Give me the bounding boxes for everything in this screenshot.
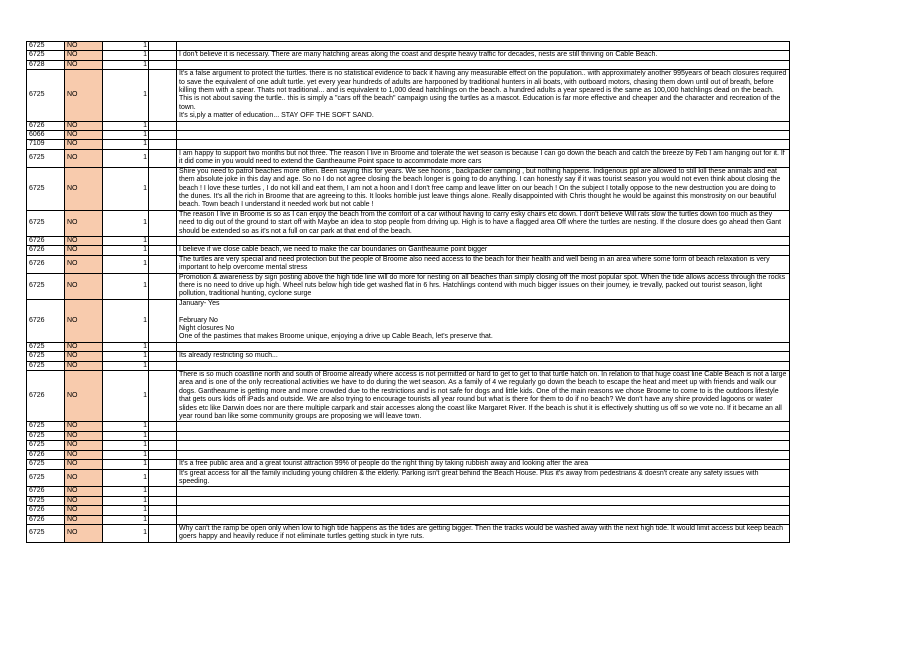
postcode-cell[interactable]: 6726	[27, 255, 65, 273]
count-cell[interactable]: 1	[103, 371, 149, 422]
table-row	[27, 450, 790, 459]
empty-cell[interactable]	[149, 149, 177, 167]
count-cell[interactable]: 1	[103, 42, 149, 51]
empty-cell[interactable]	[149, 342, 177, 351]
postcode-cell[interactable]: 6725	[27, 460, 65, 469]
comment-cell[interactable]: January- Yes February No Night closures No One of the pastimes that makes Broome unique, enjoying a drive up Cable Beach, let's preserve that.	[177, 299, 790, 342]
table-row	[27, 371, 790, 422]
postcode-cell[interactable]: 6725	[27, 496, 65, 505]
postcode-cell[interactable]: 6726	[27, 299, 65, 342]
comment-cell[interactable]: The turtles are very special and need protection but the people of Broome also need access to the beach for their health and well being in an area where some form of beach relaxation is very important to help overcome mental stress	[177, 255, 790, 273]
comment-cell[interactable]	[177, 506, 790, 515]
table-row	[27, 515, 790, 524]
table-row	[27, 236, 790, 245]
answer-cell[interactable]: NO	[65, 441, 103, 450]
answer-cell[interactable]: NO	[65, 431, 103, 440]
comment-cell[interactable]: Why can't the ramp be open only when low to high tide happens as the tides are getting bigger. Then the tracks would be washed away with the next high tide. It would limit access but keep beach goers happy and heavily reduce if not eliminate turtles getting stuck in tyre ruts.	[177, 524, 790, 542]
table-row	[27, 246, 790, 255]
empty-cell[interactable]	[149, 496, 177, 505]
table-row	[27, 487, 790, 496]
empty-cell[interactable]	[149, 167, 177, 210]
postcode-cell[interactable]: 6725	[27, 51, 65, 60]
table-row	[27, 255, 790, 273]
answer-cell[interactable]: NO	[65, 246, 103, 255]
postcode-cell[interactable]: 6725	[27, 149, 65, 167]
empty-cell[interactable]	[149, 487, 177, 496]
empty-cell[interactable]	[149, 60, 177, 69]
empty-cell[interactable]	[149, 236, 177, 245]
comment-cell[interactable]: The reason I live in Broome is so as I can enjoy the beach from the comfort of a car without having to carry esky chairs etc down. I don't believe Will rats slow the turtles down too much as they need to dig out of the ground to start off with Maybe an idea to stop people from driving up. High is to have a flagged area Off where the turtles are nesting. If the closure does go ahead then Gant should be extended so as it's not a full on car park at that end of the beach.	[177, 210, 790, 236]
answer-cell[interactable]: NO	[65, 524, 103, 542]
answer-cell[interactable]: NO	[65, 422, 103, 431]
comment-cell[interactable]	[177, 515, 790, 524]
count-cell[interactable]: 1	[103, 441, 149, 450]
comment-cell[interactable]	[177, 121, 790, 130]
count-cell[interactable]: 1	[103, 469, 149, 487]
comment-cell[interactable]: It's a false argument to protect the turtles. there is no statistical evidence to back it having any measurable effect on the population.. with approximately another 995years of beach closures required to save the equivalent of one adult turtle. yet every year hundreds of adults are harpooned by traditional hunters in ali boats, with outboard motors, chasing them down until out of breath, before killing them with a spear. Thats not traditional... and is equivalent to 1,000 dead hatchlings on the beach. a hundred adults a year speared is the same as 100,000 hatchlings dead on the beach. This is not about saving the turtle.. this is simply a "cars off the beach" campaign using the turtles as a mascot. Education is far more effective and cheaper and the character and recreation of the town. It's si,ply a matter of education... STAY OFF THE SOFT SAND.	[177, 70, 790, 121]
count-cell[interactable]: 1	[103, 487, 149, 496]
postcode-cell[interactable]: 6725	[27, 431, 65, 440]
postcode-cell[interactable]: 7109	[27, 140, 65, 149]
postcode-cell[interactable]: 6725	[27, 524, 65, 542]
answer-cell[interactable]: NO	[65, 273, 103, 299]
empty-cell[interactable]	[149, 51, 177, 60]
empty-cell[interactable]	[149, 210, 177, 236]
empty-cell[interactable]	[149, 299, 177, 342]
count-cell[interactable]: 1	[103, 51, 149, 60]
answer-cell[interactable]: NO	[65, 506, 103, 515]
count-cell[interactable]: 1	[103, 167, 149, 210]
table-body	[27, 42, 790, 543]
count-cell[interactable]: 1	[103, 450, 149, 459]
postcode-cell[interactable]: 6726	[27, 121, 65, 130]
comment-cell[interactable]	[177, 441, 790, 450]
comment-cell[interactable]	[177, 140, 790, 149]
answer-cell[interactable]: NO	[65, 140, 103, 149]
table-row	[27, 140, 790, 149]
table-row	[27, 131, 790, 140]
comment-cell[interactable]: It's great access for all the family including young children & the elderly. Parking isn't great behind the Beach House. Plus it's away from pedestrians & doesn't create any safety issues with speeding.	[177, 469, 790, 487]
count-cell[interactable]: 1	[103, 506, 149, 515]
empty-cell[interactable]	[149, 515, 177, 524]
count-cell[interactable]: 1	[103, 361, 149, 370]
table-row	[27, 273, 790, 299]
count-cell[interactable]: 1	[103, 496, 149, 505]
table-row	[27, 361, 790, 370]
postcode-cell[interactable]: 6726	[27, 450, 65, 459]
count-cell[interactable]: 1	[103, 299, 149, 342]
comment-cell[interactable]: I don't believe it is necessary. There are many hatching areas along the coast and despite heavy traffic for decades, nests are still thriving on Cable Beach.	[177, 51, 790, 60]
answer-cell[interactable]: NO	[65, 51, 103, 60]
answer-cell[interactable]: NO	[65, 450, 103, 459]
empty-cell[interactable]	[149, 422, 177, 431]
count-cell[interactable]: 1	[103, 246, 149, 255]
empty-cell[interactable]	[149, 524, 177, 542]
empty-cell[interactable]	[149, 246, 177, 255]
table-row	[27, 299, 790, 342]
postcode-cell[interactable]: 6725	[27, 273, 65, 299]
count-cell[interactable]: 1	[103, 422, 149, 431]
postcode-cell[interactable]: 6726	[27, 371, 65, 422]
table-row	[27, 431, 790, 440]
postcode-cell[interactable]: 6725	[27, 422, 65, 431]
empty-cell[interactable]	[149, 140, 177, 149]
postcode-cell[interactable]: 6726	[27, 515, 65, 524]
count-cell[interactable]: 1	[103, 515, 149, 524]
table-row	[27, 42, 790, 51]
count-cell[interactable]: 1	[103, 121, 149, 130]
postcode-cell[interactable]: 6725	[27, 352, 65, 361]
answer-cell[interactable]: NO	[65, 42, 103, 51]
table-row	[27, 352, 790, 361]
comment-cell[interactable]: Shire you need to patrol beaches more often. Been saying this for years. We see hoons , backpacker camping , but nothing happens. Indigenous ppl are allowed to still kill these animals and eat them absolute joke in this day and age. So no I do not agree closing the beach longer is going to do anything. I can honestly say if it was tourist season you would not even think about closing the beach ! I love these turtles , I do not kill and eat them, I am not a hoon and I don't free camp and leave litter on our beach ! On the subject I totally oppose to the new destruction you are doing to the dunes. It's all the rich in Broome that are agreeing to this. It looks horrible just leave things alone. Really disappointed with Chris thought he would be against this monstrosity on our beautiful beach. Town beach I understand it needed work but not cable !	[177, 167, 790, 210]
postcode-cell[interactable]: 6725	[27, 469, 65, 487]
table-row	[27, 167, 790, 210]
postcode-cell[interactable]: 6726	[27, 506, 65, 515]
comment-cell[interactable]	[177, 496, 790, 505]
answer-cell[interactable]: NO	[65, 371, 103, 422]
survey-response-table	[26, 41, 790, 543]
comment-cell[interactable]: Its already restricting so much...	[177, 352, 790, 361]
comment-cell[interactable]	[177, 131, 790, 140]
count-cell[interactable]: 1	[103, 210, 149, 236]
postcode-cell[interactable]: 6725	[27, 70, 65, 121]
comment-cell[interactable]	[177, 450, 790, 459]
table-row	[27, 506, 790, 515]
comment-cell[interactable]	[177, 361, 790, 370]
empty-cell[interactable]	[149, 70, 177, 121]
answer-cell[interactable]: NO	[65, 496, 103, 505]
count-cell[interactable]: 1	[103, 60, 149, 69]
comment-cell[interactable]	[177, 431, 790, 440]
count-cell[interactable]: 1	[103, 273, 149, 299]
empty-cell[interactable]	[149, 506, 177, 515]
comment-cell[interactable]: There is so much coastline north and south of Broome already where access is not permitted or hard to get to get to that turtle hatch on. In relation to that huge coast line Cable Beach is not a large area and is one of the only recreational activities we have to do during the wet season. As a family of 4 we regularly go down the beach to escape the heat and meet up with friends and walk our dogs. Gantheaume is getting more and more crowded due to the restrictions and is not safe for dogs and little kids. One of the main reasons we chose Broome to come to is the outdoors lifestyle that gets ours kids off iPads and outside. We are also trying to encourage tourists all year round but what is there for them to do if no beach? We don't have any shire provided lagoons or water slides etc like Darwin does nor are there multiple carpark and stair accesses along the coast like Margaret River. If the beach is shut it is effectively shutting us off so we vote no. If it became an all year round ban like some community groups are proposing we will leave town.	[177, 371, 790, 422]
answer-cell[interactable]: NO	[65, 299, 103, 342]
answer-cell[interactable]: NO	[65, 469, 103, 487]
empty-cell[interactable]	[149, 450, 177, 459]
empty-cell[interactable]	[149, 469, 177, 487]
count-cell[interactable]: 1	[103, 255, 149, 273]
postcode-cell[interactable]: 6726	[27, 487, 65, 496]
comment-cell[interactable]	[177, 236, 790, 245]
comment-cell[interactable]: It's a free public area and a great tourist attraction 99% of people do the right thing by taking rubbish away and looking after the area	[177, 460, 790, 469]
answer-cell[interactable]: NO	[65, 460, 103, 469]
comment-cell[interactable]: I believe if we close cable beach, we need to make the car boundaries on Gantheaume point bigger	[177, 246, 790, 255]
table-row	[27, 469, 790, 487]
answer-cell[interactable]: NO	[65, 255, 103, 273]
answer-cell[interactable]: NO	[65, 121, 103, 130]
answer-cell[interactable]: NO	[65, 236, 103, 245]
empty-cell[interactable]	[149, 431, 177, 440]
count-cell[interactable]: 1	[103, 352, 149, 361]
table-row	[27, 422, 790, 431]
empty-cell[interactable]	[149, 273, 177, 299]
postcode-cell[interactable]: 6728	[27, 60, 65, 69]
empty-cell[interactable]	[149, 361, 177, 370]
table-row	[27, 60, 790, 69]
table-row	[27, 441, 790, 450]
table-row	[27, 460, 790, 469]
empty-cell[interactable]	[149, 255, 177, 273]
table-row	[27, 524, 790, 542]
postcode-cell[interactable]: 6726	[27, 246, 65, 255]
answer-cell[interactable]: NO	[65, 361, 103, 370]
answer-cell[interactable]: NO	[65, 131, 103, 140]
count-cell[interactable]: 1	[103, 149, 149, 167]
answer-cell[interactable]: NO	[65, 149, 103, 167]
answer-cell[interactable]: NO	[65, 487, 103, 496]
comment-cell[interactable]	[177, 42, 790, 51]
empty-cell[interactable]	[149, 441, 177, 450]
comment-cell[interactable]: I am happy to support two months but not three. The reason I live in Broome and tolerate the wet season is because I can go down the beach and catch the breeze by Feb I am hanging out for it. If it did come in you would need to extend the Gantheaume Point space to accommodate more cars	[177, 149, 790, 167]
count-cell[interactable]: 1	[103, 236, 149, 245]
table-row	[27, 342, 790, 351]
count-cell[interactable]: 1	[103, 431, 149, 440]
count-cell[interactable]: 1	[103, 140, 149, 149]
postcode-cell[interactable]: 6725	[27, 210, 65, 236]
answer-cell[interactable]: NO	[65, 352, 103, 361]
table-row	[27, 210, 790, 236]
postcode-cell[interactable]: 6726	[27, 236, 65, 245]
comment-cell[interactable]: Promotion & awareness by sign posting above the high tide line will do more for nesting on all beaches than simply closing off the most popular spot. When the tide allows access through the rocks there is no need to drive up high. Wheel ruts below high tide get washed flat in 6 hrs. Hatchlings contend with much bigger issues on their journey, ie trevally, packed out tourist season, light pollution, traditional hunting, cyclone surge	[177, 273, 790, 299]
answer-cell[interactable]: NO	[65, 515, 103, 524]
answer-cell[interactable]: NO	[65, 210, 103, 236]
table-row	[27, 121, 790, 130]
table-row	[27, 70, 790, 121]
table-row	[27, 149, 790, 167]
postcode-cell[interactable]: 6725	[27, 441, 65, 450]
table-row	[27, 496, 790, 505]
answer-cell[interactable]: NO	[65, 167, 103, 210]
empty-cell[interactable]	[149, 352, 177, 361]
table-row	[27, 51, 790, 60]
comment-cell[interactable]	[177, 60, 790, 69]
postcode-cell[interactable]: 6725	[27, 42, 65, 51]
postcode-cell[interactable]: 6066	[27, 131, 65, 140]
empty-cell[interactable]	[149, 131, 177, 140]
comment-cell[interactable]	[177, 342, 790, 351]
count-cell[interactable]: 1	[103, 342, 149, 351]
answer-cell[interactable]: NO	[65, 342, 103, 351]
empty-cell[interactable]	[149, 42, 177, 51]
count-cell[interactable]: 1	[103, 70, 149, 121]
postcode-cell[interactable]: 6725	[27, 361, 65, 370]
postcode-cell[interactable]: 6725	[27, 342, 65, 351]
postcode-cell[interactable]: 6725	[27, 167, 65, 210]
answer-cell[interactable]: NO	[65, 70, 103, 121]
empty-cell[interactable]	[149, 121, 177, 130]
count-cell[interactable]: 1	[103, 131, 149, 140]
comment-cell[interactable]	[177, 487, 790, 496]
empty-cell[interactable]	[149, 371, 177, 422]
answer-cell[interactable]: NO	[65, 60, 103, 69]
empty-cell[interactable]	[149, 460, 177, 469]
count-cell[interactable]: 1	[103, 460, 149, 469]
comment-cell[interactable]	[177, 422, 790, 431]
count-cell[interactable]: 1	[103, 524, 149, 542]
